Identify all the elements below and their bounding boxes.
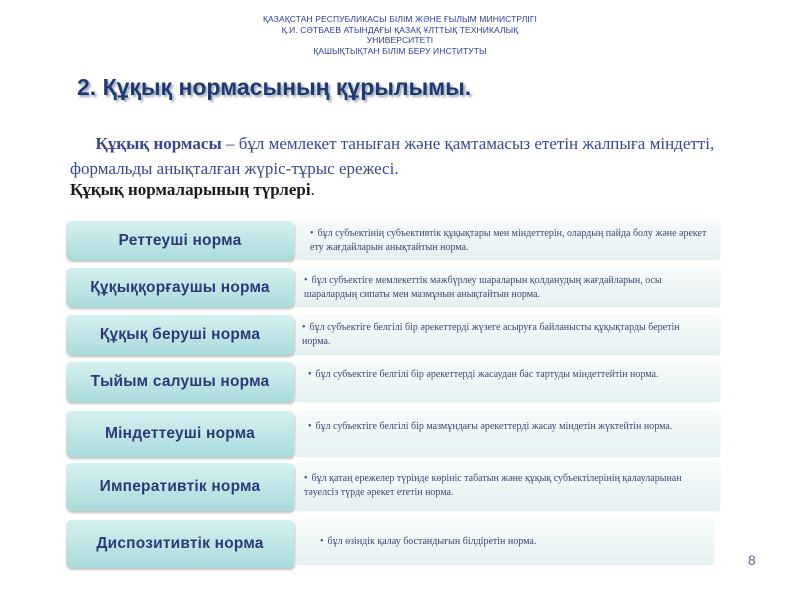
norm-description: бұл қатаң ережелер түрінде көрініс табатын және құқық субъектілерінің қалауларынан тәуелсіз түрде әрекет ететін норма.	[304, 473, 682, 498]
norm-label: Тыйым салушы норма	[90, 373, 270, 390]
header-line-ministry: ҚАЗАҚСТАН РЕСПУБЛИКАСЫ БІЛІМ ЖӘНЕ ҒЫЛЫМ МИНИСТРЛІГІ	[262, 14, 538, 24]
types-heading-punct: .	[310, 180, 315, 199]
header-line-university: Қ.И. СӘТБАЕВ АТЫНДАҒЫ ҚАЗАҚ ҰЛТТЫҚ ТЕХНИКАЛЫҚ УНИВЕРСИТЕТІ	[281, 24, 519, 45]
definition-paragraph	[70, 131, 760, 181]
types-heading-text: Құқық нормаларының түрлері	[70, 180, 311, 199]
norm-description-box	[296, 221, 720, 260]
norm-description-box	[296, 362, 720, 402]
norm-label-box	[66, 268, 294, 307]
norm-description-box	[296, 411, 720, 457]
norm-label-box	[66, 520, 294, 568]
page-number: 8	[748, 552, 756, 568]
norm-label: Құқыққорғаушы норма	[90, 278, 270, 296]
bullet-icon: •	[304, 473, 308, 484]
header-line-institute: ҚАШЫҚТЫҚТАН БІЛІМ БЕРУ ИНСТИТУТЫ	[313, 45, 487, 56]
norm-label-box	[66, 315, 294, 355]
bullet-icon: •	[320, 536, 324, 547]
norm-description-box	[296, 315, 720, 355]
norm-description: бұл субъектіге белгілі бір мазмұндағы әрекеттерді жасау міндетін жүктейтін норма.	[315, 421, 673, 432]
norm-label-box	[66, 411, 294, 457]
norm-description: бұл субъектіге белгілі бір әрекеттерді жасаудан бас тартуды міндеттейтін норма.	[315, 369, 659, 380]
bullet-icon: •	[308, 369, 312, 380]
ministry-header	[250, 14, 550, 56]
norm-label: Реттеуші норма	[118, 231, 242, 249]
norm-description-box	[296, 463, 720, 511]
norm-label-box	[66, 463, 294, 511]
norm-description: бұл субъектіге мемлекеттік мәжбүрлеу шараларын қолданудың жағдайларын, осы шаралардың сипаты мен мазмұнын анықтайтын норма.	[304, 275, 662, 300]
slide-title: 2. Құқық нормасының құрылымы.	[77, 74, 472, 100]
bullet-icon: •	[310, 228, 314, 239]
types-heading	[70, 180, 315, 200]
norm-label-box	[66, 221, 294, 260]
norm-label: Императивтік норма	[99, 478, 261, 495]
bullet-icon: •	[302, 322, 306, 333]
bullet-icon: •	[308, 421, 312, 432]
bullet-icon: •	[304, 275, 308, 286]
norm-description-box	[296, 520, 714, 565]
definition-text: – бұл мемлекет таныған және қамтамасыз ететін жалпыға міндетті, формальды анықталған жүріс-тұрыс ережесі.	[70, 134, 715, 178]
norm-label: Міндеттеуші норма	[105, 425, 255, 442]
norm-description-box	[296, 268, 720, 307]
definition-term: Құқық нормасы	[95, 134, 222, 153]
norm-label: Диспозитивтік норма	[96, 535, 264, 552]
norm-label-box	[66, 362, 294, 402]
norm-description: бұл өзіндік қалау бостандығын білдіретін норма.	[327, 536, 537, 547]
norm-description: бұл субъектінің субъективтік құқықтары мен міндеттерін, олардың пайда болу және әрекет ету жағдайларын анықтайтын норма.	[310, 228, 707, 253]
norm-label: Құқық беруші норма	[99, 326, 261, 343]
norm-description: бұл субъектіге белгілі бір әрекеттерді жүзеге асыруға байланысты құқықтарды беретін норма.	[302, 322, 680, 347]
